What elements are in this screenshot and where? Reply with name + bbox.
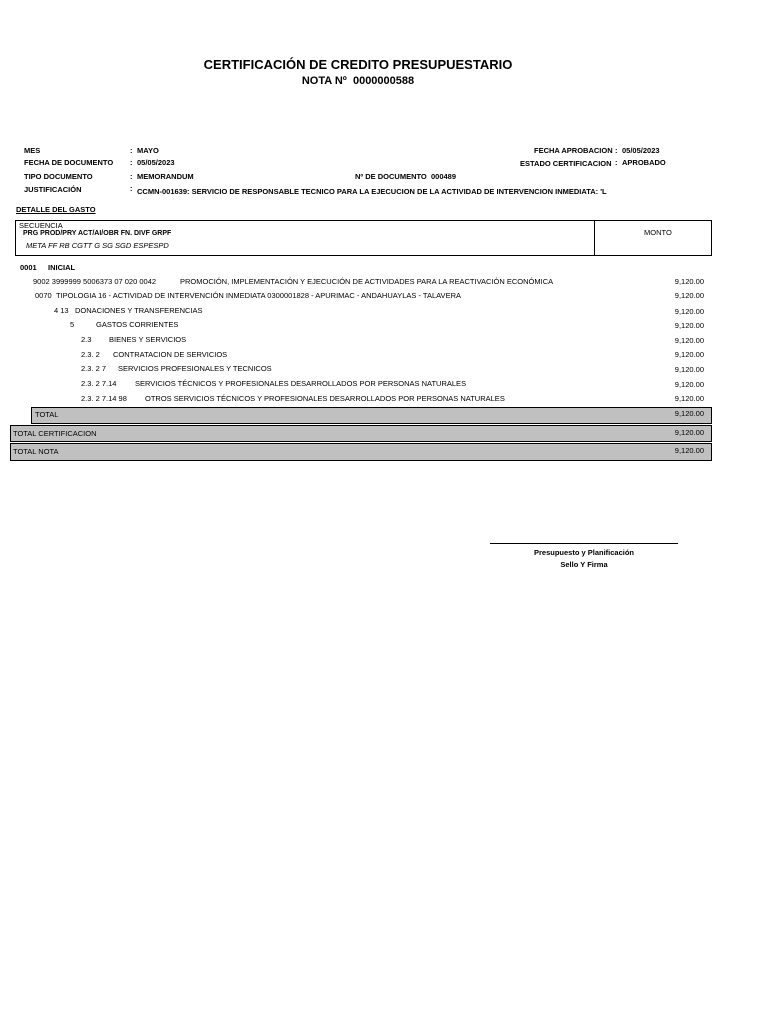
monto-label: MONTO bbox=[644, 228, 672, 237]
total-label: TOTAL bbox=[35, 410, 59, 419]
header-columns-row2: META FF RB CGTT G SG SGD ESPESPD bbox=[26, 241, 169, 250]
nota-number bbox=[0, 75, 716, 87]
tipo-documento-value: MEMORANDUM bbox=[137, 172, 194, 181]
row-5-code: 2.3 bbox=[81, 335, 92, 344]
row-3-amount: 9,120.00 bbox=[674, 307, 704, 316]
total-nota-label: TOTAL NOTA bbox=[13, 447, 59, 456]
signature-line1: Presupuesto y Planificación bbox=[533, 548, 635, 557]
row-7-amount: 9,120.00 bbox=[674, 365, 704, 374]
justificacion-colon: : bbox=[130, 184, 133, 193]
nota-value: 0000000588 bbox=[352, 75, 415, 87]
total-nota-value: 9,120.00 bbox=[674, 446, 704, 455]
row-8-text: SERVICIOS TÉCNICOS Y PROFESIONALES DESARROLLADOS POR PERSONAS NATURALES bbox=[135, 379, 467, 388]
estado-certificacion-value: APROBADO bbox=[622, 158, 666, 167]
row-5-amount: 9,120.00 bbox=[674, 336, 704, 345]
estado-certificacion-label: ESTADO CERTIFICACION bbox=[520, 159, 612, 168]
row-2-text: TIPOLOGIA 16 - ACTIVIDAD DE INTERVENCIÓN INMEDIATA 0300001828 - APURIMAC - ANDAHUAYLAS - TALAVERA bbox=[56, 291, 461, 300]
row-9-amount: 9,120.00 bbox=[674, 394, 704, 403]
fecha-aprobacion-label: FECHA APROBACION bbox=[534, 146, 613, 155]
total-box bbox=[31, 407, 712, 424]
row-8-amount: 9,120.00 bbox=[674, 380, 704, 389]
header-columns-row1: PRG PROD/PRY ACT/AI/OBR FN. DIVF GRPF bbox=[23, 230, 172, 237]
fecha-aprobacion-value: 05/05/2023 bbox=[622, 146, 660, 155]
signature-line bbox=[490, 543, 678, 544]
fecha-documento-label: FECHA DE DOCUMENTO bbox=[24, 158, 114, 167]
detalle-gasto-title: DETALLE DEL GASTO bbox=[16, 205, 96, 214]
total-certificacion-label: TOTAL CERTIFICACION bbox=[13, 429, 97, 438]
nro-documento-value: 000489 bbox=[431, 172, 457, 181]
row-6-amount: 9,120.00 bbox=[674, 350, 704, 359]
document-title: CERTIFICACIÓN DE CREDITO PRESUPUESTARIO bbox=[203, 57, 513, 72]
row-3-text: DONACIONES Y TRANSFERENCIAS bbox=[75, 306, 203, 315]
row-9-text: OTROS SERVICIOS TÉCNICOS Y PROFESIONALES DESARROLLADOS POR PERSONAS NATURALES bbox=[145, 394, 505, 403]
nota-label: NOTA Nº bbox=[301, 75, 347, 87]
total-certificacion-value: 9,120.00 bbox=[674, 428, 704, 437]
row-7-text: SERVICIOS PROFESIONALES Y TECNICOS bbox=[118, 364, 272, 373]
nro-documento-label: Nº DE DOCUMENTO bbox=[355, 172, 427, 181]
row-6-code: 2.3. 2 bbox=[81, 350, 100, 359]
row-7-code: 2.3. 2 7 bbox=[81, 364, 107, 373]
total-nota-box bbox=[10, 443, 712, 461]
row-6-text: CONTRATACION DE SERVICIOS bbox=[113, 350, 228, 359]
row-4-code: 5 bbox=[70, 320, 75, 329]
fecha-documento-colon: : bbox=[130, 158, 133, 167]
row-4-text: GASTOS CORRIENTES bbox=[96, 320, 179, 329]
total-value: 9,120.00 bbox=[674, 409, 704, 418]
tipo-documento-label: TIPO DOCUMENTO bbox=[24, 172, 93, 181]
detail-header-box bbox=[15, 220, 712, 256]
row-2-amount: 9,120.00 bbox=[674, 291, 704, 300]
justificacion-label: JUSTIFICACIÓN bbox=[24, 185, 82, 194]
row-1-code: 9002 3999999 5006373 07 020 0042 bbox=[33, 277, 157, 286]
secuencia-label: SECUENCIA bbox=[19, 221, 63, 230]
fecha-aprobacion-colon: : bbox=[615, 146, 618, 155]
row-2-code: 0070 bbox=[35, 291, 52, 300]
tipo-documento-colon: : bbox=[130, 172, 133, 181]
row-1-amount: 9,120.00 bbox=[674, 277, 704, 286]
row-9-code: 2.3. 2 7.14 98 bbox=[81, 394, 127, 403]
row-4-amount: 9,120.00 bbox=[674, 321, 704, 330]
mes-value: MAYO bbox=[137, 146, 159, 155]
fecha-documento-value: 05/05/2023 bbox=[137, 158, 175, 167]
row-inicial-text: INICIAL bbox=[48, 263, 76, 272]
estado-certificacion-colon: : bbox=[615, 158, 618, 167]
total-certificacion-box bbox=[10, 425, 712, 442]
row-inicial-code: 0001 bbox=[20, 263, 37, 272]
row-5-text: BIENES Y SERVICIOS bbox=[109, 335, 187, 344]
mes-colon: : bbox=[130, 146, 133, 155]
mes-label: MES bbox=[24, 146, 41, 155]
signature-line2: Sello Y Firma bbox=[560, 560, 608, 569]
row-1-text: PROMOCIÓN, IMPLEMENTACIÓN Y EJECUCIÓN DE ACTIVIDADES PARA LA REACTIVACIÓN ECONÓMICA bbox=[180, 277, 554, 286]
row-8-code: 2.3. 2 7.14 bbox=[81, 379, 117, 388]
justificacion-value: CCMN-001639: SERVICIO DE RESPONSABLE TECNICO PARA LA EJECUCION DE LA ACTIVIDAD DE INTERVENCION INMEDIATA: 'L bbox=[137, 187, 607, 196]
row-3-code: 4 13 bbox=[54, 306, 69, 315]
header-divider bbox=[594, 221, 595, 255]
